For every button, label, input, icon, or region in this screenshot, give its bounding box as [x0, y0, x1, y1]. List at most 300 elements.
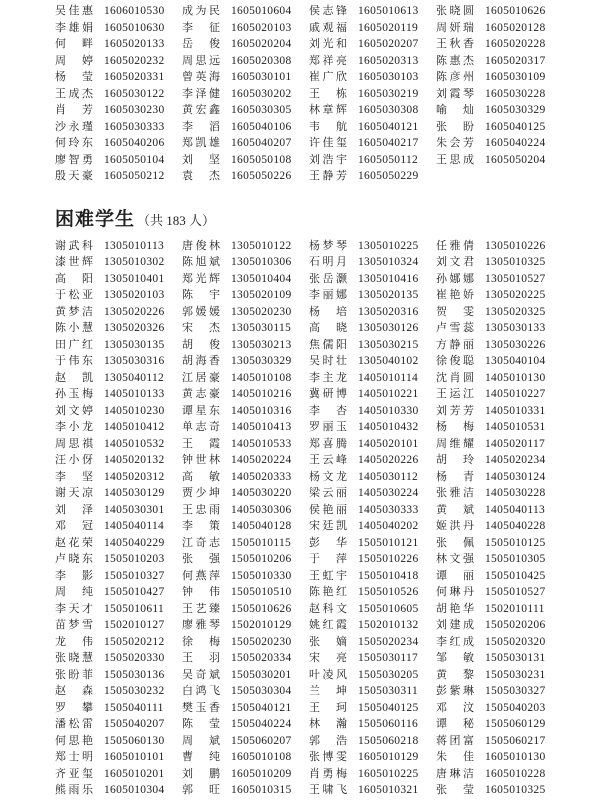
student-name: 黄宏鑫	[182, 104, 220, 117]
student-name: 张强	[182, 553, 220, 566]
student-entry	[182, 699, 309, 715]
student-id: 1605030202	[231, 87, 292, 100]
student-id: 1505020330	[104, 652, 165, 665]
student-entry	[55, 781, 182, 797]
student-id: 1405020117	[485, 437, 546, 450]
student-entry	[182, 385, 309, 401]
student-name: 罗丽玉	[309, 421, 347, 434]
student-name: 张雅洁	[436, 487, 474, 500]
student-entry	[55, 402, 182, 418]
student-entry	[182, 583, 309, 599]
student-id: 1305010527	[485, 272, 546, 285]
student-id: 1605040206	[104, 137, 165, 150]
student-entry	[309, 134, 436, 150]
student-name: 周思远	[182, 54, 220, 67]
student-row	[55, 118, 600, 135]
student-name: 陈莹	[182, 718, 220, 731]
student-name: 郑喜腾	[309, 437, 347, 450]
student-name: 曾英海	[182, 71, 220, 84]
student-entry	[55, 68, 182, 84]
student-row	[55, 435, 600, 452]
student-name: 何思艳	[55, 734, 93, 747]
student-name: 张岳灏	[309, 272, 347, 285]
student-entry	[182, 270, 309, 286]
student-row	[55, 616, 600, 633]
student-entry	[436, 616, 563, 632]
student-id: 1305030135	[104, 338, 165, 351]
student-entry	[55, 134, 182, 150]
student-id: 1605030230	[104, 104, 165, 117]
student-name: 王羽	[182, 652, 220, 665]
student-id: 1605010201	[104, 767, 165, 780]
student-entry	[182, 418, 309, 434]
student-id: 1505030311	[358, 685, 419, 698]
student-entry	[309, 352, 436, 368]
student-entry	[309, 517, 436, 533]
student-row	[55, 402, 600, 419]
student-name: 杨青	[436, 470, 474, 483]
student-entry	[55, 385, 182, 401]
student-id: 1505020206	[485, 619, 546, 632]
student-entry	[182, 468, 309, 484]
student-entry	[182, 435, 309, 451]
student-id: 1405020132	[104, 454, 165, 467]
student-entry	[309, 567, 436, 583]
student-entry	[55, 649, 182, 665]
student-name: 张晓圆	[436, 5, 474, 18]
student-name: 谢天凉	[55, 487, 93, 500]
student-name: 王成杰	[55, 87, 93, 100]
student-entry	[182, 517, 309, 533]
student-name: 孙玉梅	[55, 388, 93, 401]
student-id: 1405040228	[485, 520, 546, 533]
student-name: 王珂	[309, 701, 347, 714]
student-id: 1605010315	[231, 784, 292, 797]
student-id: 1505030304	[231, 685, 292, 698]
student-id: 1605010321	[358, 784, 419, 797]
student-name: 张博雯	[309, 751, 347, 764]
student-entry	[55, 435, 182, 451]
student-entry	[436, 118, 563, 134]
student-id: 1605010209	[231, 767, 292, 780]
student-name: 周妍瑞	[436, 21, 474, 34]
student-id: 1305030226	[485, 338, 546, 351]
student-entry	[309, 666, 436, 682]
student-row	[55, 167, 600, 184]
student-name: 任雅倩	[436, 239, 474, 252]
student-entry	[436, 501, 563, 517]
student-name: 李影	[55, 569, 93, 582]
student-id: 1505020334	[231, 652, 292, 665]
student-entry	[182, 402, 309, 418]
student-entry	[436, 699, 563, 715]
student-name: 刘霞琴	[436, 87, 474, 100]
student-entry	[436, 748, 563, 764]
student-entry	[182, 765, 309, 781]
student-name: 白鸿飞	[182, 685, 220, 698]
student-name: 漆世辉	[55, 256, 93, 269]
student-name: 李小龙	[55, 421, 93, 434]
student-row	[55, 134, 600, 151]
student-name: 杨文龙	[309, 470, 347, 483]
student-entry	[436, 732, 563, 748]
student-id: 1505040121	[231, 701, 292, 714]
student-name: 姚红霞	[309, 619, 347, 632]
student-id: 1305010306	[231, 256, 292, 269]
student-entry	[55, 517, 182, 533]
student-name: 王啸飞	[309, 784, 347, 797]
student-row	[55, 35, 600, 52]
student-name: 焦儒阳	[309, 338, 347, 351]
student-entry	[182, 715, 309, 731]
student-id: 1305010225	[358, 239, 419, 252]
student-entry	[55, 699, 182, 715]
student-entry	[436, 369, 563, 385]
student-name: 吴时壮	[309, 355, 347, 368]
student-name: 陈小慧	[55, 322, 93, 335]
student-name: 张莹	[436, 784, 474, 797]
student-name: 陈惠杰	[436, 54, 474, 67]
student-entry	[436, 35, 563, 51]
student-entry	[436, 319, 563, 335]
student-id: 1305040102	[358, 355, 419, 368]
student-name: 陈旭斌	[182, 256, 220, 269]
student-id: 1305020316	[358, 305, 419, 318]
student-entry	[309, 286, 436, 302]
student-entry	[309, 85, 436, 101]
student-id: 1505020230	[231, 635, 292, 648]
student-name: 曹纯	[182, 751, 220, 764]
student-entry	[436, 270, 563, 286]
student-entry	[309, 583, 436, 599]
student-row	[55, 2, 600, 19]
student-row	[55, 567, 600, 584]
student-entry	[182, 336, 309, 352]
student-id: 1505040207	[104, 718, 165, 731]
student-id: 1605050104	[104, 153, 165, 166]
student-entry	[182, 167, 309, 183]
student-id: 1405010531	[485, 421, 546, 434]
student-id: 1505020212	[104, 635, 165, 648]
student-id: 1605010225	[358, 767, 419, 780]
student-entry	[182, 2, 309, 18]
student-row	[55, 484, 600, 501]
student-entry	[55, 151, 182, 167]
student-id: 1505030205	[358, 668, 419, 681]
student-entry	[55, 715, 182, 731]
student-entry	[55, 451, 182, 467]
student-row	[55, 68, 600, 85]
student-entry	[55, 270, 182, 286]
student-name: 何燕萍	[182, 569, 220, 582]
student-entry	[436, 85, 563, 101]
student-id: 1305010226	[485, 239, 546, 252]
student-row	[55, 765, 600, 782]
student-entry	[436, 649, 563, 665]
student-name: 赵花荣	[55, 536, 93, 549]
student-name: 李雄娟	[55, 21, 93, 34]
student-entry	[309, 319, 436, 335]
student-entry	[182, 352, 309, 368]
student-id: 1605050229	[358, 170, 419, 183]
student-name: 李滔	[182, 120, 220, 133]
student-name: 朱会芳	[436, 137, 474, 150]
student-name: 侯艳丽	[309, 503, 347, 516]
student-id: 1605030101	[231, 71, 292, 84]
student-entry	[436, 52, 563, 68]
student-id: 1305030215	[358, 338, 419, 351]
student-name: 刘光和	[309, 38, 347, 51]
student-row	[55, 101, 600, 118]
student-entry	[182, 68, 309, 84]
student-entry	[436, 402, 563, 418]
student-entry	[436, 534, 563, 550]
student-name: 刘坚	[182, 153, 220, 166]
student-row	[55, 270, 600, 287]
student-id: 1305010416	[358, 272, 419, 285]
student-name: 侯志锋	[309, 5, 347, 18]
student-id: 1505020320	[485, 635, 546, 648]
student-entry	[309, 303, 436, 319]
student-entry	[182, 451, 309, 467]
student-id: 1505030232	[104, 685, 165, 698]
student-entry	[436, 550, 563, 566]
student-id: 1605020103	[231, 21, 292, 34]
student-id: 1505010226	[358, 553, 419, 566]
student-entry	[436, 666, 563, 682]
student-name: 徐梅	[182, 635, 220, 648]
student-name: 叶凌风	[309, 668, 347, 681]
student-entry	[55, 583, 182, 599]
student-name: 蒋团富	[436, 734, 474, 747]
student-id: 1505030131	[485, 652, 546, 665]
student-entry	[182, 19, 309, 35]
student-name: 赵森	[55, 685, 93, 698]
student-id: 1405020101	[358, 437, 419, 450]
student-name: 兰坤	[309, 685, 347, 698]
student-entry	[182, 303, 309, 319]
student-entry	[55, 52, 182, 68]
student-name: 张嫡	[309, 635, 347, 648]
student-id: 1605040207	[231, 137, 292, 150]
student-entry	[182, 567, 309, 583]
student-entry	[436, 517, 563, 533]
student-id: 1505010605	[358, 602, 419, 615]
student-name: 袁杰	[182, 170, 220, 183]
student-entry	[436, 600, 563, 616]
student-id: 1605020317	[485, 54, 546, 67]
student-name: 戚观福	[309, 21, 347, 34]
student-id: 1605020232	[104, 54, 165, 67]
student-id: 1405010221	[358, 388, 419, 401]
student-entry	[436, 567, 563, 583]
student-name: 谢武科	[55, 239, 93, 252]
student-entry	[436, 418, 563, 434]
student-id: 1305030133	[485, 322, 546, 335]
student-name: 王秋香	[436, 38, 474, 51]
student-entry	[309, 616, 436, 632]
previous-section-student-list	[0, 0, 600, 184]
student-entry	[309, 2, 436, 18]
student-entry	[55, 101, 182, 117]
student-entry	[182, 666, 309, 682]
student-id: 1405030301	[104, 503, 165, 516]
student-name: 李杏	[309, 404, 347, 417]
student-id: 1605040106	[231, 120, 292, 133]
student-id: 1405040114	[104, 520, 165, 533]
student-name: 贾少坤	[182, 487, 220, 500]
student-name: 郑光辉	[182, 272, 220, 285]
student-id: 1502010129	[231, 619, 292, 632]
student-entry	[436, 633, 563, 649]
student-entry	[182, 732, 309, 748]
student-id: 1305030329	[231, 355, 292, 368]
student-name: 黄斌	[436, 503, 474, 516]
student-entry	[436, 484, 563, 500]
student-id: 1505010611	[104, 602, 165, 615]
student-id: 1605030228	[485, 87, 546, 100]
student-name: 谭星东	[182, 404, 220, 417]
student-row	[55, 633, 600, 650]
student-name: 杨梦琴	[309, 239, 347, 252]
student-id: 1605050204	[485, 153, 546, 166]
student-entry	[309, 435, 436, 451]
student-name: 黄梦洁	[55, 305, 93, 318]
student-entry	[436, 781, 563, 797]
student-name: 刘芳芳	[436, 404, 474, 417]
student-id: 1305010401	[104, 272, 165, 285]
student-row	[55, 385, 600, 402]
section-title: 困难学生	[55, 208, 136, 230]
student-id: 1405010412	[104, 421, 165, 434]
student-id: 1305010122	[231, 239, 292, 252]
student-id: 1605010626	[485, 5, 546, 18]
student-name: 殷天豪	[55, 170, 93, 183]
student-entry	[436, 715, 563, 731]
student-id: 1405010413	[231, 421, 292, 434]
student-entry	[55, 666, 182, 682]
student-id: 1505010510	[231, 586, 292, 599]
student-name: 张盼	[436, 120, 474, 133]
student-id: 1505030327	[485, 685, 546, 698]
student-entry	[182, 253, 309, 269]
student-id: 1502010111	[485, 602, 545, 615]
student-entry	[182, 534, 309, 550]
student-name: 许佳玺	[309, 137, 347, 150]
student-name: 郭浩	[309, 734, 347, 747]
student-id: 1505010206	[231, 553, 292, 566]
student-id: 1405010532	[104, 437, 165, 450]
student-entry	[55, 2, 182, 18]
student-id: 1505010626	[231, 602, 292, 615]
student-id: 1305020109	[231, 289, 292, 302]
student-entry	[309, 484, 436, 500]
student-name: 李红成	[436, 635, 474, 648]
student-name: 陈彦州	[436, 71, 474, 84]
student-id: 1405010108	[231, 371, 292, 384]
student-entry	[55, 286, 182, 302]
student-id: 1305020230	[231, 305, 292, 318]
student-id: 1605010108	[231, 751, 292, 764]
student-name: 田广红	[55, 338, 93, 351]
student-id: 1605030103	[358, 71, 419, 84]
student-id: 1405040128	[231, 520, 292, 533]
student-entry	[182, 118, 309, 134]
student-entry	[182, 286, 309, 302]
student-entry	[182, 484, 309, 500]
student-entry	[55, 682, 182, 698]
student-name: 江奇志	[182, 536, 220, 549]
student-row	[55, 715, 600, 732]
student-id: 1605050108	[231, 153, 292, 166]
student-id: 1605030219	[358, 87, 419, 100]
student-id: 1505010115	[231, 536, 292, 549]
student-entry	[436, 468, 563, 484]
student-name: 周斌	[182, 734, 220, 747]
student-id: 1405040229	[104, 536, 165, 549]
student-row	[55, 649, 600, 666]
student-name: 胡海香	[182, 355, 220, 368]
student-id: 1605040224	[485, 137, 546, 150]
student-name: 陈宇	[182, 289, 220, 302]
student-id: 1305040104	[485, 355, 546, 368]
student-id: 1405020333	[231, 470, 292, 483]
student-name: 刘文君	[436, 256, 474, 269]
student-id: 1405010331	[485, 404, 546, 417]
student-entry	[182, 633, 309, 649]
student-id: 1505040203	[485, 701, 546, 714]
student-id: 1605030308	[358, 104, 419, 117]
student-entry	[309, 270, 436, 286]
student-name: 樊玉香	[182, 701, 220, 714]
student-name: 姬洪丹	[436, 520, 474, 533]
student-name: 杨莹	[55, 71, 93, 84]
student-name: 邓冠	[55, 520, 93, 533]
student-id: 1605030122	[104, 87, 165, 100]
student-name: 卢雪蕊	[436, 322, 474, 335]
student-name: 齐亚玺	[55, 767, 93, 780]
student-row	[55, 550, 600, 567]
student-name: 何玲东	[55, 137, 93, 150]
student-name: 林文强	[436, 553, 474, 566]
student-entry	[436, 286, 563, 302]
student-entry	[55, 633, 182, 649]
student-name: 贺雯	[436, 305, 474, 318]
student-name: 李征	[182, 21, 220, 34]
student-entry	[182, 649, 309, 665]
student-id: 1605030333	[104, 120, 165, 133]
student-name: 周纯	[55, 586, 93, 599]
student-id: 1605010304	[104, 784, 165, 797]
student-entry	[309, 748, 436, 764]
student-id: 1405010216	[231, 388, 292, 401]
student-entry	[436, 583, 563, 599]
student-name: 刘建成	[436, 619, 474, 632]
student-entry	[436, 253, 563, 269]
student-entry	[436, 68, 563, 84]
student-row	[55, 253, 600, 270]
student-entry	[182, 101, 309, 117]
student-entry	[55, 167, 182, 183]
student-id: 1605040121	[358, 120, 419, 133]
student-name: 王栋	[309, 87, 347, 100]
student-name: 崔广欣	[309, 71, 347, 84]
student-row	[55, 19, 600, 36]
student-id: 1605010604	[231, 5, 292, 18]
student-entry	[182, 237, 309, 253]
student-name: 唐琳洁	[436, 767, 474, 780]
student-entry	[436, 101, 563, 117]
